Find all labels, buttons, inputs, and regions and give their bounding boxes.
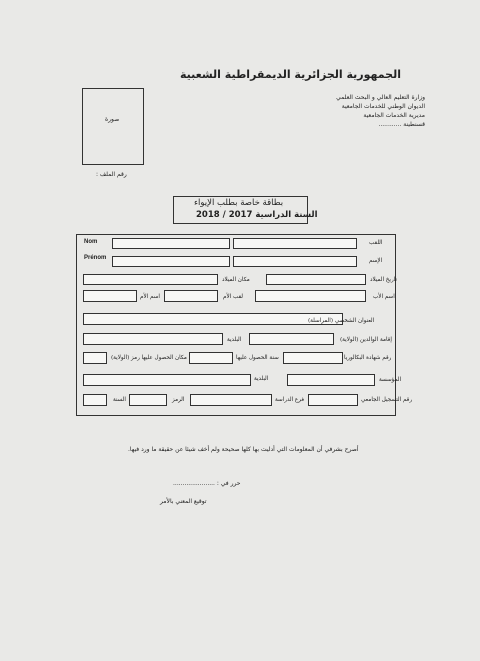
nom-field[interactable] [112,238,230,249]
bac-number-label: رقم شهادة البكالوريا [344,355,392,361]
card-title-box [173,196,318,224]
residence-field[interactable] [249,333,334,345]
institution-municipality-field[interactable] [83,374,251,386]
bac-year-label: سنة الحصول عليها [236,355,279,361]
birth-place-field[interactable] [83,274,218,285]
name-ar-field[interactable] [233,256,357,267]
ministry-block [315,93,425,129]
address-field[interactable] [83,313,343,325]
ministry-line: الديوان الوطني للخدمات الجامعية [341,103,425,110]
residence-municipality-label: البلدية [227,337,242,343]
file-number-label: رقم الملف : [96,171,127,178]
republic-title: الجمهورية الجزائرية الديمقراطية الشعبية [180,68,401,81]
photo-label: صورة [105,116,120,123]
surname-ar-field[interactable] [233,238,357,249]
surname-ar-label: اللقب [369,240,383,246]
study-branch-label: فرع الدراسة [275,397,305,403]
birth-date-label: تاريخ الميلاد [370,277,397,283]
year-label: السنة [113,397,126,403]
bac-place-field[interactable] [83,352,107,364]
residence-label: إقامة الوالدين (الولاية) [340,337,392,343]
mother-name-field[interactable] [83,290,137,302]
birth-date-field[interactable] [266,274,366,285]
father-name-label: اسم الأب [373,294,395,300]
prenom-label: Prénom [84,255,107,261]
mother-surname-label: لقب الأم [223,294,244,300]
card-year: السنة الدراسية 2017 / 2018 [196,210,318,220]
institution-field[interactable] [287,374,375,386]
nom-label: Nom [84,239,98,245]
code-field[interactable] [129,394,167,406]
year-field[interactable] [83,394,107,406]
ministry-line: مديرية الخدمات الجامعية [363,112,425,119]
registration-number-label: رقم التسجيل الجامعي [361,397,413,403]
ministry-line: قسنطينة ............ [378,121,425,128]
address-label: العنوان الشخصي (المراسلة) [308,318,375,324]
residence-municipality-field[interactable] [83,333,223,345]
bac-place-label: مكان الحصول عليها رمز (الولاية) [111,355,187,361]
bac-year-field[interactable] [189,352,233,364]
code-label: الرمز [172,397,185,403]
birth-place-label: مكان الميلاد [222,277,250,283]
study-branch-field[interactable] [190,394,272,406]
institution-municipality-label: البلدية [254,376,269,382]
mother-surname-field[interactable] [164,290,218,302]
signature-label: توقيع المعني بالأمر [160,498,207,505]
father-name-field[interactable] [255,290,366,302]
photo-box [82,88,144,165]
registration-number-field[interactable] [308,394,358,406]
declaration-statement: أصرح بشرفي أن المعلومات التي أدليت بها كلها صحيحة ولم أخف شيئا عن حقيقة ما ورد فيها. [128,446,359,453]
bac-number-field[interactable] [283,352,343,364]
place-date: حرر في : ...................... [173,480,241,487]
prenom-field[interactable] [112,256,230,267]
ministry-line: وزارة التعليم العالي و البحث العلمي [336,94,425,101]
institution-label: المؤسسة [379,377,402,383]
mother-name-label: اسم الأم [140,294,160,300]
name-ar-label: الإسم [369,258,383,264]
card-title: بطاقة خاصة بطلب الإيواء [194,198,284,208]
